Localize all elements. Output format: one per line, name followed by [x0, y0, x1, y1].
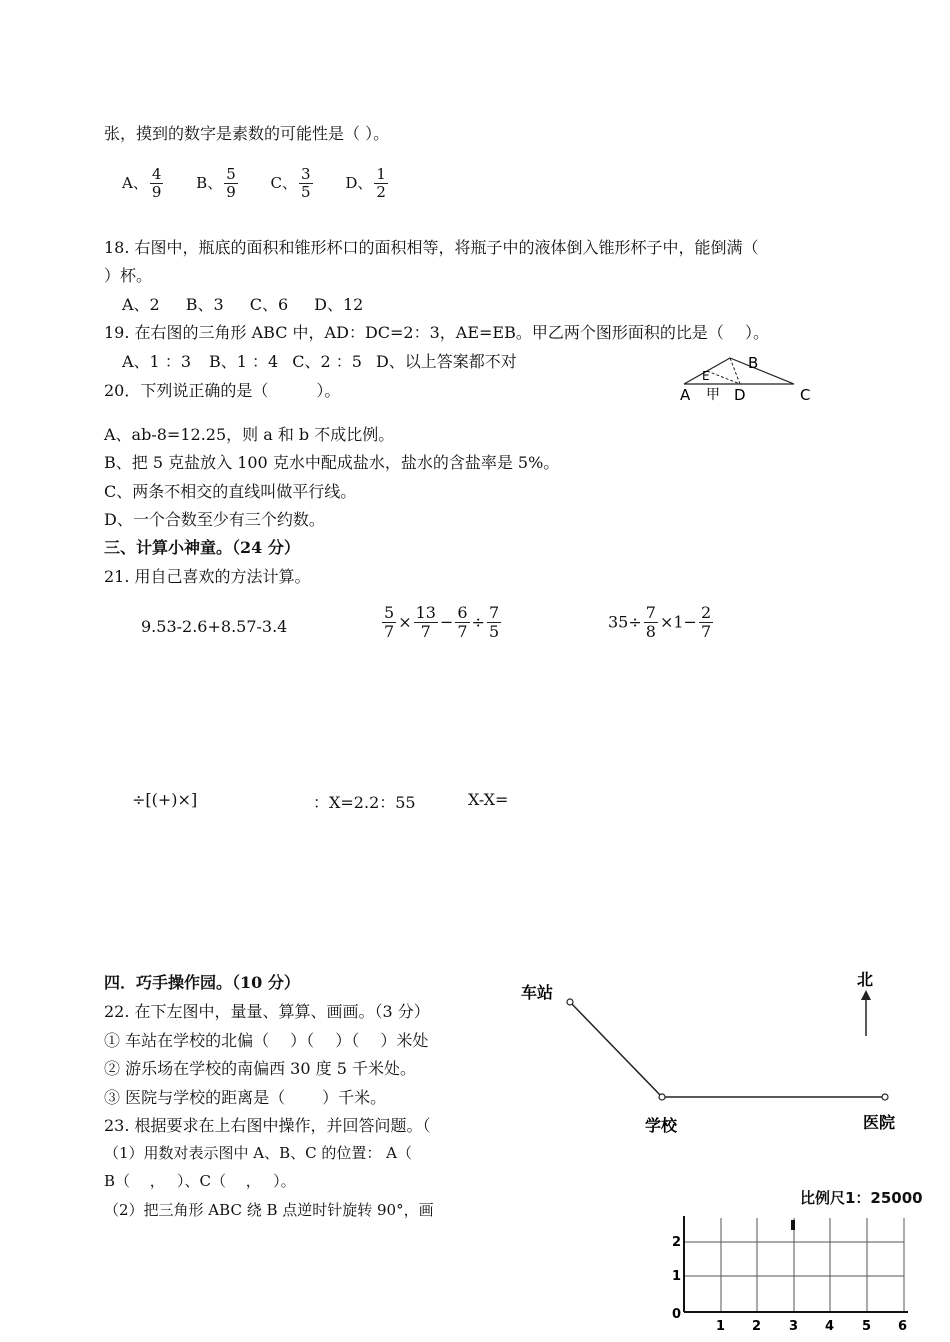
- x-tick-4: 4: [825, 1319, 835, 1334]
- map-figure: [505, 960, 945, 1140]
- q23-part1: （1）用数对表示图中 A、B、C 的位置： A（: [104, 1144, 413, 1162]
- q18-option-c: C、6: [249, 295, 289, 314]
- q17-option-b: B、 $\frac{5}{9}$: [196, 165, 236, 202]
- figure-label-d: D: [734, 386, 746, 404]
- grid-marker: [791, 1220, 795, 1230]
- map-label-station: 车站: [521, 983, 554, 1002]
- expr6: X-X=: [468, 790, 509, 809]
- q20-option-b: B、把 5 克盐放入 100 克水中配成盐水，盐水的含盐率是 5%。: [104, 453, 560, 472]
- triangle-figure: [672, 350, 822, 406]
- grid-figure: [660, 1212, 920, 1342]
- q19-option-a: A、1 ：3: [122, 352, 192, 371]
- section4-title: 四．巧手操作园。（10 分）: [104, 973, 300, 992]
- figure-label-a: A: [680, 386, 691, 404]
- map-label-school: 学校: [645, 1116, 678, 1135]
- q20-option-a: A、ab-8=12.25，则 a 和 b 不成比例。: [104, 425, 395, 444]
- station-point: [567, 999, 573, 1005]
- x-tick-1: 1: [716, 1319, 726, 1334]
- q17-option-d: D、 $\frac{1}{2}$: [345, 165, 386, 202]
- figure-label-b: B: [748, 354, 759, 372]
- q18-line2: ）杯。: [104, 266, 153, 285]
- q18-option-a: A、2: [122, 295, 160, 314]
- q22-part3: ③ 医院与学校的距离是（ ）千米。: [104, 1088, 387, 1107]
- x-tick-2: 2: [752, 1319, 762, 1334]
- x-tick-5: 5: [862, 1319, 872, 1334]
- school-point: [659, 1094, 665, 1100]
- figure-label-jia: 甲: [706, 387, 720, 403]
- q17-option-c: C、 $\frac{3}{5}$: [270, 165, 311, 202]
- q23-part1b: B（ ， ）、C（ ， ）。: [104, 1172, 296, 1190]
- q17-line: 张，摸到的数字是素数的可能性是（ ）。: [104, 124, 390, 143]
- y-tick-1: 1: [672, 1269, 682, 1284]
- x-tick-3: 3: [789, 1319, 799, 1334]
- q19-options: [122, 349, 543, 372]
- expr3: 35÷ $\frac{7}{8}$ ×1− $\frac{2}{7}$: [608, 603, 712, 642]
- x-tick-6: 6: [898, 1319, 908, 1334]
- q18-options: [122, 292, 389, 315]
- q19-option-c: C、2 ：5: [292, 352, 362, 371]
- q23-part2: （2）把三角形 ABC 绕 B 点逆时针旋转 90°，画: [104, 1201, 434, 1219]
- q18-line1: 18. 右图中，瓶底的面积和锥形杯口的面积相等，将瓶子中的液体倒入锥形杯子中，能倒满（: [104, 238, 759, 257]
- y-tick-2: 2: [672, 1235, 682, 1250]
- q22-part1: ① 车站在学校的北偏（ ）（ ）（ ）米处: [104, 1031, 429, 1050]
- map-label-hospital: 医院: [863, 1113, 896, 1132]
- q20-option-d: D、一个合数至少有三个约数。: [104, 510, 325, 529]
- q22-line: 22. 在下左图中，量量、算算、画画。（3 分）: [104, 1002, 430, 1021]
- q19-line: 19. 在右图的三角形 ABC 中，AD：DC=2：3，AE=EB。甲乙两个图形面积的比是（ ）。: [104, 323, 769, 342]
- y-tick-0: 0: [672, 1307, 682, 1322]
- q17-option-a: A、 $\frac{4}{9}$: [122, 165, 162, 202]
- scale-label: 比例尺1：25000: [800, 1189, 923, 1207]
- figure-label-c: C: [800, 386, 811, 404]
- expr2: $\frac{5}{7}$ × $\frac{13}{7}$ − $\frac{6}{7}$ ÷ $\frac{7}{5}$: [384, 603, 500, 642]
- expr5: ：X=2.2：55: [313, 793, 416, 812]
- q22-part2: ② 游乐场在学校的南偏西 30 度 5 千米处。: [104, 1059, 416, 1078]
- q17-options: [122, 166, 416, 202]
- q19-option-d: D、以上答案都不对: [375, 352, 517, 371]
- q20-line: 20．下列说正确的是（ ）。: [104, 381, 341, 400]
- map-label-north: 北: [857, 970, 874, 989]
- q19-option-b: B、1 ：4: [209, 352, 279, 371]
- hospital-point: [882, 1094, 888, 1100]
- section3-title: 三、计算小神童。（24 分）: [104, 538, 300, 557]
- q23-line: 23. 根据要求在上右图中操作，并回答问题。（: [104, 1116, 431, 1135]
- figure-label-e: E: [702, 369, 710, 383]
- expr4: ÷[(+)×]: [132, 790, 198, 809]
- q18-option-b: B、3: [185, 295, 224, 314]
- q21-line: 21. 用自己喜欢的方法计算。: [104, 567, 311, 586]
- expr1: 9.53-2.6+8.57-3.4: [141, 617, 288, 636]
- q20-option-c: C、两条不相交的直线叫做平行线。: [104, 482, 357, 501]
- q18-option-d: D、12: [314, 295, 364, 314]
